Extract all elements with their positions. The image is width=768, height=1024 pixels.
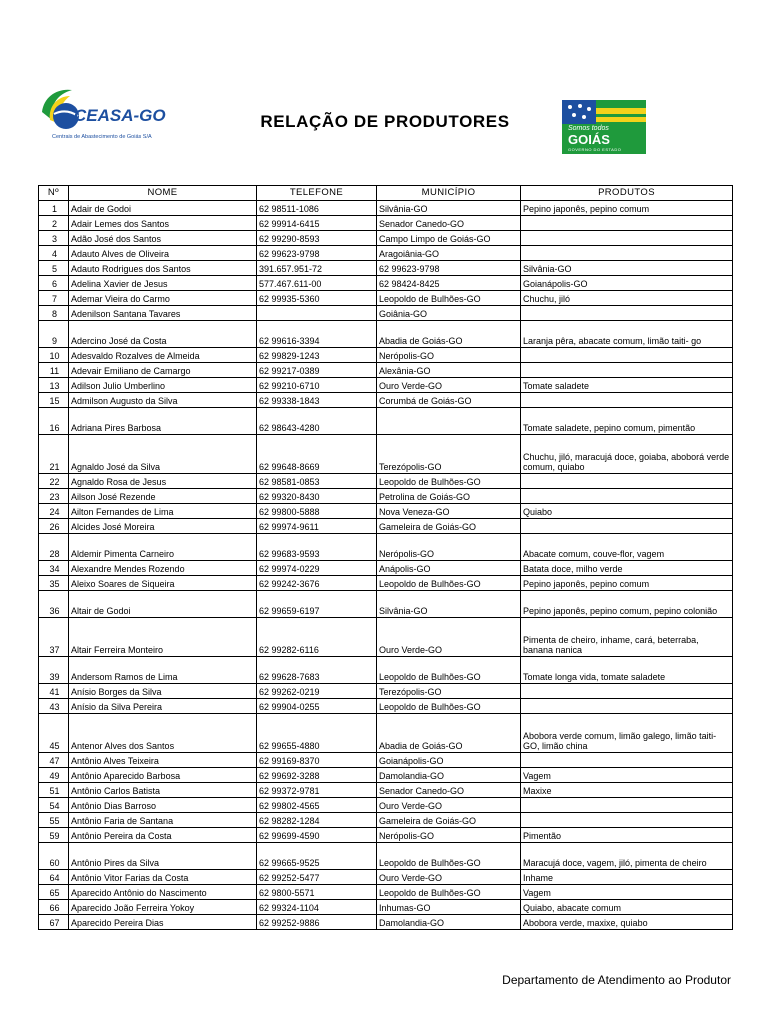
row-phone: 62 99320-8430 <box>257 489 377 504</box>
row-phone: 62 99210-6710 <box>257 378 377 393</box>
table-row <box>39 561 733 576</box>
row-municipality: Senador Canedo-GO <box>377 216 521 231</box>
row-products: Pepino japonês, pepino comum, pepino colonião <box>521 591 733 618</box>
goias-logo-line3: GOVERNO DO ESTADO <box>568 147 622 152</box>
row-name: Antônio Dias Barroso <box>69 798 257 813</box>
row-municipality: Aragoiânia-GO <box>377 246 521 261</box>
row-name: Agnaldo José da Silva <box>69 435 257 474</box>
row-name: Adesvaldo Rozalves de Almeida <box>69 348 257 363</box>
row-municipality: Nerópolis-GO <box>377 534 521 561</box>
table-row <box>39 768 733 783</box>
row-name: Adelina Xavier de Jesus <box>69 276 257 291</box>
row-name: Alexandre Mendes Rozendo <box>69 561 257 576</box>
row-name: Antônio Vitor Farias da Costa <box>69 870 257 885</box>
row-products: Chuchu, jiló <box>521 291 733 306</box>
row-number: 16 <box>39 408 69 435</box>
row-products: Chuchu, jiló, maracujá doce, goiaba, aboborá verde comum, quiabo <box>521 435 733 474</box>
row-phone: 62 99699-4590 <box>257 828 377 843</box>
row-name: Alcides José Moreira <box>69 519 257 534</box>
row-municipality: Goianápolis-GO <box>377 753 521 768</box>
row-municipality: Nova Veneza-GO <box>377 504 521 519</box>
row-phone: 62 99623-9798 <box>257 246 377 261</box>
row-number: 28 <box>39 534 69 561</box>
row-products <box>521 753 733 768</box>
row-number: 9 <box>39 321 69 348</box>
row-number: 59 <box>39 828 69 843</box>
row-municipality: Goiânia-GO <box>377 306 521 321</box>
table-row <box>39 591 733 618</box>
table-row <box>39 435 733 474</box>
table-row <box>39 519 733 534</box>
row-name: Anísio da Silva Pereira <box>69 699 257 714</box>
table-row <box>39 378 733 393</box>
table-row <box>39 534 733 561</box>
row-number: 10 <box>39 348 69 363</box>
row-number: 37 <box>39 618 69 657</box>
row-phone: 62 99628-7683 <box>257 657 377 684</box>
row-number: 45 <box>39 714 69 753</box>
row-phone: 62 99659-6197 <box>257 591 377 618</box>
row-municipality: Abadia de Goiás-GO <box>377 321 521 348</box>
row-name: Antônio Faria de Santana <box>69 813 257 828</box>
row-number: 11 <box>39 363 69 378</box>
table-row <box>39 813 733 828</box>
row-municipality: Gameleira de Goiás-GO <box>377 519 521 534</box>
column-header-name: NOME <box>69 186 257 201</box>
row-number: 43 <box>39 699 69 714</box>
table-row <box>39 714 733 753</box>
row-number: 39 <box>39 657 69 684</box>
row-number: 36 <box>39 591 69 618</box>
row-products <box>521 798 733 813</box>
row-products: Tomate longa vida, tomate saladete <box>521 657 733 684</box>
row-number: 64 <box>39 870 69 885</box>
row-phone: 62 99802-4565 <box>257 798 377 813</box>
row-municipality: Damolandia-GO <box>377 915 521 930</box>
row-name: Adão José dos Santos <box>69 231 257 246</box>
row-products: Abacate comum, couve-flor, vagem <box>521 534 733 561</box>
row-products <box>521 363 733 378</box>
row-products <box>521 393 733 408</box>
table-row <box>39 201 733 216</box>
table-row <box>39 489 733 504</box>
row-number: 4 <box>39 246 69 261</box>
table-row <box>39 504 733 519</box>
table-row <box>39 798 733 813</box>
row-phone: 62 99800-5888 <box>257 504 377 519</box>
row-number: 21 <box>39 435 69 474</box>
row-name: Adair de Godoi <box>69 201 257 216</box>
row-municipality: Terezópolis-GO <box>377 684 521 699</box>
row-municipality: Silvânia-GO <box>377 201 521 216</box>
row-municipality: Campo Limpo de Goiás-GO <box>377 231 521 246</box>
row-number: 13 <box>39 378 69 393</box>
row-name: Antônio Carlos Batista <box>69 783 257 798</box>
row-phone: 62 99692-3288 <box>257 768 377 783</box>
row-municipality: Ouro Verde-GO <box>377 798 521 813</box>
table-row <box>39 753 733 768</box>
row-municipality: Leopoldo de Bulhões-GO <box>377 657 521 684</box>
row-phone: 62 99829-1243 <box>257 348 377 363</box>
row-name: Ailson José Rezende <box>69 489 257 504</box>
table-row <box>39 657 733 684</box>
row-phone: 62 98282-1284 <box>257 813 377 828</box>
row-number: 55 <box>39 813 69 828</box>
row-name: Ademar Vieira do Carmo <box>69 291 257 306</box>
row-products: Abobora verde, maxixe, quiabo <box>521 915 733 930</box>
row-name: Antônio Pires da Silva <box>69 843 257 870</box>
logo-left-subtitle: Centrais de Abastecimento de Goiás S/A <box>52 134 152 140</box>
row-phone: 62 99217-0389 <box>257 363 377 378</box>
table-row <box>39 900 733 915</box>
row-number: 1 <box>39 201 69 216</box>
table-row <box>39 843 733 870</box>
row-phone: 62 98643-4280 <box>257 408 377 435</box>
table-row <box>39 618 733 657</box>
row-phone: 62 99290-8593 <box>257 231 377 246</box>
row-phone: 62 99324-1104 <box>257 900 377 915</box>
row-products <box>521 489 733 504</box>
star-icon <box>587 107 591 111</box>
row-phone: 62 99282-6116 <box>257 618 377 657</box>
row-phone: 577.467.611-00 <box>257 276 377 291</box>
row-name: Adair Lemes dos Santos <box>69 216 257 231</box>
row-number: 34 <box>39 561 69 576</box>
row-municipality: 62 98424-8425 <box>377 276 521 291</box>
row-products: Tomate saladete, pepino comum, pimentão <box>521 408 733 435</box>
row-municipality: Nerópolis-GO <box>377 348 521 363</box>
row-products <box>521 684 733 699</box>
row-name: Antenor Alves dos Santos <box>69 714 257 753</box>
footer-department: Departamento de Atendimento ao Produtor <box>502 973 731 987</box>
row-phone: 62 98511-1086 <box>257 201 377 216</box>
table-row <box>39 321 733 348</box>
column-header-number: Nº <box>39 186 69 201</box>
row-products <box>521 519 733 534</box>
row-municipality: Anápolis-GO <box>377 561 521 576</box>
table-row <box>39 684 733 699</box>
row-name: Anísio Borges da Silva <box>69 684 257 699</box>
table-header-row <box>39 186 733 201</box>
ceasa-go-logo <box>36 86 176 148</box>
star-icon <box>568 105 572 109</box>
row-phone: 62 99169-8370 <box>257 753 377 768</box>
row-name: Adenilson Santana Tavares <box>69 306 257 321</box>
table-row <box>39 363 733 378</box>
row-products <box>521 231 733 246</box>
row-name: Adauto Rodrigues dos Santos <box>69 261 257 276</box>
star-icon <box>572 113 576 117</box>
row-products <box>521 306 733 321</box>
table-body <box>39 201 733 930</box>
table-row <box>39 231 733 246</box>
column-header-products: PRODUTOS <box>521 186 733 201</box>
goias-government-logo <box>562 100 646 154</box>
table-row <box>39 783 733 798</box>
row-municipality: Ouro Verde-GO <box>377 870 521 885</box>
row-municipality: Abadia de Goiás-GO <box>377 714 521 753</box>
row-name: Altair Ferreira Monteiro <box>69 618 257 657</box>
row-municipality: Nerópolis-GO <box>377 828 521 843</box>
row-number: 51 <box>39 783 69 798</box>
row-municipality: Damolandia-GO <box>377 768 521 783</box>
row-products: Laranja pêra, abacate comum, limão taiti- go <box>521 321 733 348</box>
row-number: 49 <box>39 768 69 783</box>
row-number: 22 <box>39 474 69 489</box>
row-number: 7 <box>39 291 69 306</box>
row-phone: 62 99648-8669 <box>257 435 377 474</box>
row-number: 67 <box>39 915 69 930</box>
row-name: Agnaldo Rosa de Jesus <box>69 474 257 489</box>
row-municipality: Inhumas-GO <box>377 900 521 915</box>
row-phone: 62 99372-9781 <box>257 783 377 798</box>
row-number: 26 <box>39 519 69 534</box>
row-phone: 62 99655-4880 <box>257 714 377 753</box>
row-municipality: Senador Canedo-GO <box>377 783 521 798</box>
goias-logo-line1: Somos todos <box>568 125 609 132</box>
row-phone: 62 99262-0219 <box>257 684 377 699</box>
row-phone: 62 99616-3394 <box>257 321 377 348</box>
row-products <box>521 216 733 231</box>
table-row <box>39 276 733 291</box>
row-number: 54 <box>39 798 69 813</box>
row-products: Inhame <box>521 870 733 885</box>
row-name: Admilson Augusto da Silva <box>69 393 257 408</box>
row-number: 15 <box>39 393 69 408</box>
row-name: Aldemir Pimenta Carneiro <box>69 534 257 561</box>
row-municipality: Ouro Verde-GO <box>377 378 521 393</box>
row-products <box>521 474 733 489</box>
row-products: Vagem <box>521 885 733 900</box>
table-row <box>39 306 733 321</box>
row-number: 66 <box>39 900 69 915</box>
row-municipality: 62 99623-9798 <box>377 261 521 276</box>
row-products: Pimenta de cheiro, inhame, cará, beterraba, banana nanica <box>521 618 733 657</box>
row-phone: 62 99338-1843 <box>257 393 377 408</box>
row-products <box>521 699 733 714</box>
row-number: 65 <box>39 885 69 900</box>
row-phone: 62 99665-9525 <box>257 843 377 870</box>
row-number: 5 <box>39 261 69 276</box>
row-products: Goianápolis-GO <box>521 276 733 291</box>
row-number: 47 <box>39 753 69 768</box>
row-phone: 62 99683-9593 <box>257 534 377 561</box>
table-row <box>39 261 733 276</box>
row-name: Adauto Alves de Oliveira <box>69 246 257 261</box>
table-row <box>39 576 733 591</box>
goias-logo-line2: GOIÁS <box>568 132 610 147</box>
row-municipality: Leopoldo de Bulhões-GO <box>377 699 521 714</box>
page-title: RELAÇÃO DE PRODUTORES <box>260 112 510 131</box>
row-name: Antônio Pereira da Costa <box>69 828 257 843</box>
column-header-phone: TELEFONE <box>257 186 377 201</box>
row-municipality: Gameleira de Goiás-GO <box>377 813 521 828</box>
table-row <box>39 870 733 885</box>
row-municipality: Leopoldo de Bulhões-GO <box>377 576 521 591</box>
row-phone: 62 99974-0229 <box>257 561 377 576</box>
star-icon <box>578 104 582 108</box>
row-phone: 62 99252-5477 <box>257 870 377 885</box>
logo-left-wordmark: CEASA-GO <box>74 106 166 125</box>
goias-logo-blue-canton <box>562 100 596 124</box>
row-name: Antônio Alves Teixeira <box>69 753 257 768</box>
row-phone: 62 99904-0255 <box>257 699 377 714</box>
table-row <box>39 246 733 261</box>
row-phone: 62 99974-9611 <box>257 519 377 534</box>
row-phone: 62 99914-6415 <box>257 216 377 231</box>
row-number: 2 <box>39 216 69 231</box>
row-number: 41 <box>39 684 69 699</box>
row-name: Andersom Ramos de Lima <box>69 657 257 684</box>
row-products: Batata doce, milho verde <box>521 561 733 576</box>
row-name: Adercino José da Costa <box>69 321 257 348</box>
row-products: Quiabo, abacate comum <box>521 900 733 915</box>
row-name: Aparecido Pereira Dias <box>69 915 257 930</box>
row-products <box>521 813 733 828</box>
row-phone: 62 99252-9886 <box>257 915 377 930</box>
row-name: Aleixo Soares de Siqueira <box>69 576 257 591</box>
row-products: Pepino japonês, pepino comum <box>521 201 733 216</box>
row-products <box>521 348 733 363</box>
row-name: Aparecido Antônio do Nascimento <box>69 885 257 900</box>
row-number: 24 <box>39 504 69 519</box>
row-municipality: Silvânia-GO <box>377 591 521 618</box>
row-name: Altair de Godoi <box>69 591 257 618</box>
table-row <box>39 474 733 489</box>
row-municipality: Leopoldo de Bulhões-GO <box>377 843 521 870</box>
row-products <box>521 246 733 261</box>
row-name: Adriana Pires Barbosa <box>69 408 257 435</box>
row-municipality <box>377 408 521 435</box>
row-municipality: Ouro Verde-GO <box>377 618 521 657</box>
row-number: 35 <box>39 576 69 591</box>
column-header-municipality: MUNICÍPIO <box>377 186 521 201</box>
row-number: 6 <box>39 276 69 291</box>
table-row <box>39 828 733 843</box>
row-number: 60 <box>39 843 69 870</box>
row-municipality: Petrolina de Goiás-GO <box>377 489 521 504</box>
table-row <box>39 291 733 306</box>
row-name: Antônio Aparecido Barbosa <box>69 768 257 783</box>
row-municipality: Leopoldo de Bulhões-GO <box>377 474 521 489</box>
row-phone: 62 98581-0853 <box>257 474 377 489</box>
table-row <box>39 408 733 435</box>
row-products: Quiabo <box>521 504 733 519</box>
row-name: Adevair Emiliano de Camargo <box>69 363 257 378</box>
row-phone: 62 99935-5360 <box>257 291 377 306</box>
row-number: 8 <box>39 306 69 321</box>
row-number: 3 <box>39 231 69 246</box>
row-municipality: Leopoldo de Bulhões-GO <box>377 291 521 306</box>
table-row <box>39 885 733 900</box>
row-name: Ailton Fernandes de Lima <box>69 504 257 519</box>
row-products: Silvânia-GO <box>521 261 733 276</box>
table-row <box>39 393 733 408</box>
row-phone <box>257 306 377 321</box>
table-row <box>39 915 733 930</box>
row-products: Maxixe <box>521 783 733 798</box>
row-products: Vagem <box>521 768 733 783</box>
row-name: Aparecido João Ferreira Yokoy <box>69 900 257 915</box>
row-name: Adilson Julio Umberlino <box>69 378 257 393</box>
row-number: 23 <box>39 489 69 504</box>
row-municipality: Alexânia-GO <box>377 363 521 378</box>
row-municipality: Terezópolis-GO <box>377 435 521 474</box>
row-municipality: Leopoldo de Bulhões-GO <box>377 885 521 900</box>
table-row <box>39 216 733 231</box>
row-phone: 62 9800-5571 <box>257 885 377 900</box>
row-phone: 391.657.951-72 <box>257 261 377 276</box>
row-products: Abobora verde comum, limão galego, limão taiti- GO, limão china <box>521 714 733 753</box>
table-row <box>39 348 733 363</box>
row-phone: 62 99242-3676 <box>257 576 377 591</box>
star-icon <box>582 115 586 119</box>
row-municipality: Corumbá de Goiás-GO <box>377 393 521 408</box>
producers-table <box>38 185 733 930</box>
row-products: Maracujá doce, vagem, jiló, pimenta de cheiro <box>521 843 733 870</box>
row-products: Tomate saladete <box>521 378 733 393</box>
row-products: Pepino japonês, pepino comum <box>521 576 733 591</box>
table-row <box>39 699 733 714</box>
row-products: Pimentão <box>521 828 733 843</box>
